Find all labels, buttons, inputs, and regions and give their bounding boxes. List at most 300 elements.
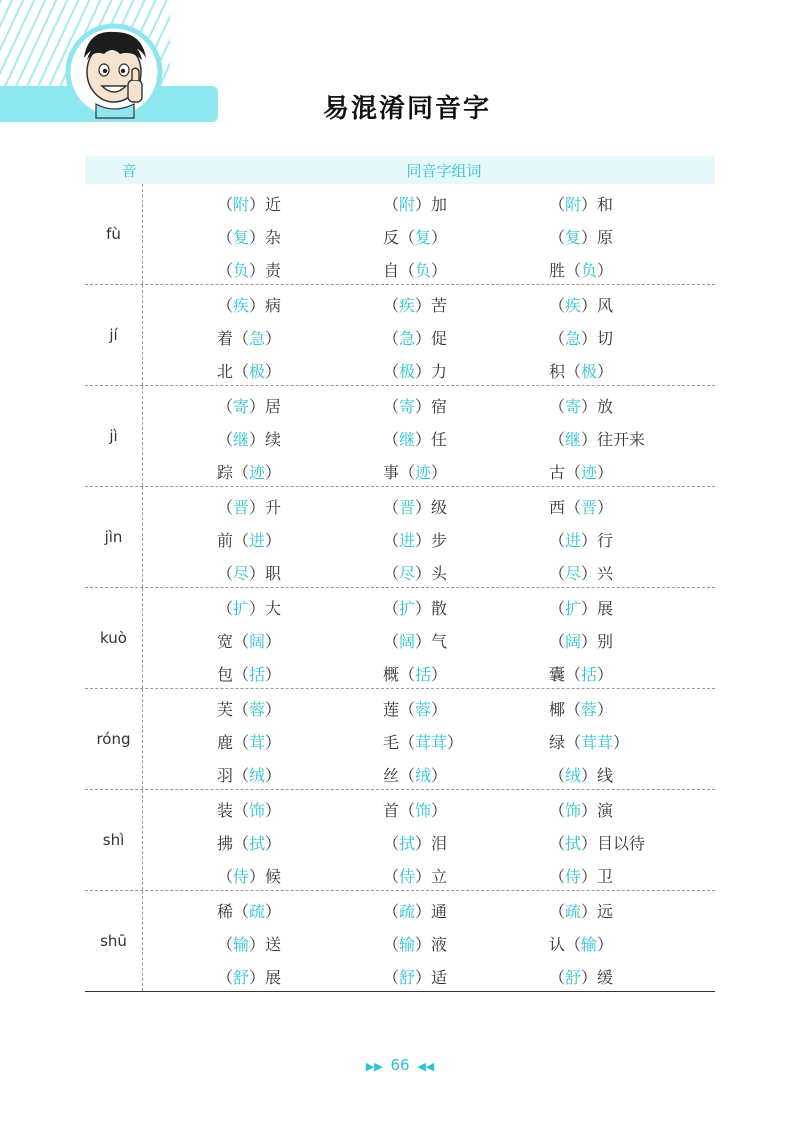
- homophone-char: 疾: [565, 296, 582, 315]
- homophone-char: 寄: [233, 397, 250, 416]
- word-row: [143, 960, 715, 993]
- word-grid: [143, 790, 715, 890]
- word-cell: [217, 460, 383, 483]
- word-grid: [143, 285, 715, 385]
- word-text: （: [217, 296, 234, 315]
- homophone-char: 输: [399, 935, 416, 954]
- word-cell: [383, 192, 549, 215]
- word-cell: [549, 528, 715, 551]
- word-text: ）: [597, 665, 614, 684]
- homophone-char: 复: [415, 228, 432, 247]
- header-words: 同音字组词: [406, 161, 482, 180]
- word-text: ）级: [415, 498, 448, 517]
- word-cell: [549, 730, 715, 753]
- homophone-char: 极: [249, 362, 266, 381]
- word-cell: [383, 225, 549, 248]
- word-text: ）演: [581, 801, 614, 820]
- word-text: ）: [613, 733, 630, 752]
- homophone-char: 侍: [399, 867, 416, 886]
- table-row: [85, 184, 715, 285]
- word-cell: [383, 697, 549, 720]
- word-text: （: [383, 296, 400, 315]
- table-header: [85, 156, 715, 184]
- word-text: （: [549, 228, 566, 247]
- pinyin-cell: jì: [85, 386, 143, 486]
- pinyin-cell: róng: [85, 689, 143, 789]
- word-cell: [383, 763, 549, 786]
- word-cell: [383, 427, 549, 450]
- word-row: [143, 220, 715, 253]
- homophone-char: 附: [399, 195, 416, 214]
- word-cell: [383, 359, 549, 382]
- word-cell: [217, 730, 383, 753]
- homophone-char: 负: [415, 261, 432, 280]
- word-text: ）送: [249, 935, 282, 954]
- word-cell: [549, 359, 715, 382]
- word-row: [143, 455, 715, 488]
- word-text: ）线: [581, 766, 614, 785]
- homophone-char: 舒: [399, 968, 416, 987]
- word-text: （: [549, 632, 566, 651]
- word-text: （: [383, 362, 400, 381]
- word-cell: [549, 662, 715, 685]
- homophone-char: 复: [565, 228, 582, 247]
- word-text: 着（: [217, 329, 250, 348]
- word-text: （: [217, 397, 234, 416]
- word-row: [143, 253, 715, 286]
- word-row: [143, 758, 715, 791]
- word-cell: [217, 192, 383, 215]
- table-row: [85, 285, 715, 386]
- homophone-char: 蓉: [581, 700, 598, 719]
- word-cell: [383, 899, 549, 922]
- word-text: ）和: [581, 195, 614, 214]
- word-row: [143, 859, 715, 892]
- word-text: 拂（: [217, 834, 250, 853]
- word-text: （: [383, 902, 400, 921]
- word-text: ）远: [581, 902, 614, 921]
- homophone-char: 继: [233, 430, 250, 449]
- pinyin-cell: shū: [85, 891, 143, 991]
- word-text: ）大: [249, 599, 282, 618]
- word-row: [143, 523, 715, 556]
- word-text: 首（: [383, 801, 416, 820]
- pinyin-cell: shì: [85, 790, 143, 890]
- homophone-char: 进: [399, 531, 416, 550]
- homophone-char: 蓉: [415, 700, 432, 719]
- word-text: 莲（: [383, 700, 416, 719]
- word-cell: [549, 932, 715, 955]
- word-cell: [217, 495, 383, 518]
- word-row: [143, 793, 715, 826]
- word-row: [143, 624, 715, 657]
- homophone-char: 阔: [249, 632, 266, 651]
- word-text: （: [217, 968, 234, 987]
- word-text: ）: [597, 261, 614, 280]
- word-cell: [383, 326, 549, 349]
- word-text: 宽（: [217, 632, 250, 651]
- word-cell: [217, 763, 383, 786]
- homophone-char: 迹: [581, 463, 598, 482]
- word-text: （: [217, 564, 234, 583]
- homophone-char: 疾: [399, 296, 416, 315]
- word-text: ）: [431, 766, 448, 785]
- homophone-char: 拭: [249, 834, 266, 853]
- homophone-char: 寄: [399, 397, 416, 416]
- homophone-char: 附: [565, 195, 582, 214]
- word-text: ）: [431, 700, 448, 719]
- homophone-char: 扩: [233, 599, 250, 618]
- homophone-char: 绒: [249, 766, 266, 785]
- word-cell: [549, 629, 715, 652]
- word-text: （: [383, 935, 400, 954]
- pinyin-cell: jí: [85, 285, 143, 385]
- page-title: 易混淆同音字: [322, 94, 491, 124]
- word-row: [143, 490, 715, 523]
- table-row: [85, 588, 715, 689]
- word-text: （: [217, 599, 234, 618]
- word-text: ）促: [415, 329, 448, 348]
- header-yin: 音: [121, 161, 137, 180]
- homophone-char: 茸茸: [581, 733, 614, 752]
- homophone-char: 输: [581, 935, 598, 954]
- word-text: ）放: [581, 397, 614, 416]
- word-text: （: [217, 195, 234, 214]
- table-row: [85, 790, 715, 891]
- word-cell: [217, 662, 383, 685]
- word-text: ）: [265, 733, 282, 752]
- homophone-char: 迹: [415, 463, 432, 482]
- word-cell: [549, 831, 715, 854]
- table-row: [85, 689, 715, 790]
- homophone-char: 进: [565, 531, 582, 550]
- word-cell: [217, 561, 383, 584]
- homophone-char: 复: [233, 228, 250, 247]
- word-text: ）候: [249, 867, 282, 886]
- word-cell: [383, 864, 549, 887]
- word-text: （: [549, 834, 566, 853]
- word-grid: [143, 487, 715, 587]
- homophone-char: 晋: [581, 498, 598, 517]
- word-text: ）任: [415, 430, 448, 449]
- homophone-char: 括: [415, 665, 432, 684]
- word-cell: [217, 864, 383, 887]
- word-text: ）展: [581, 599, 614, 618]
- word-text: ）通: [415, 902, 448, 921]
- word-cell: [383, 932, 549, 955]
- word-row: [143, 187, 715, 220]
- word-text: ）往开来: [581, 430, 646, 449]
- word-text: （: [549, 430, 566, 449]
- word-text: 北（: [217, 362, 250, 381]
- word-cell: [383, 460, 549, 483]
- homophone-char: 饰: [415, 801, 432, 820]
- word-text: 毛（: [383, 733, 416, 752]
- word-text: ）: [265, 766, 282, 785]
- homophone-char: 饰: [565, 801, 582, 820]
- word-text: ）: [431, 665, 448, 684]
- homophone-char: 负: [581, 261, 598, 280]
- word-cell: [549, 326, 715, 349]
- word-text: ）风: [581, 296, 614, 315]
- word-text: （: [383, 834, 400, 853]
- word-text: （: [383, 968, 400, 987]
- word-text: （: [549, 195, 566, 214]
- word-cell: [217, 394, 383, 417]
- word-text: （: [217, 228, 234, 247]
- homophone-char: 输: [233, 935, 250, 954]
- word-text: （: [383, 632, 400, 651]
- word-row: [143, 692, 715, 725]
- homophone-char: 极: [399, 362, 416, 381]
- homophone-char: 负: [233, 261, 250, 280]
- homophone-char: 舒: [565, 968, 582, 987]
- word-text: （: [217, 498, 234, 517]
- word-text: ）立: [415, 867, 448, 886]
- word-text: ）: [447, 733, 464, 752]
- homophone-char: 尽: [399, 564, 416, 583]
- word-text: （: [217, 261, 234, 280]
- word-cell: [217, 326, 383, 349]
- word-text: ）步: [415, 531, 448, 550]
- word-text: （: [549, 397, 566, 416]
- word-text: （: [549, 801, 566, 820]
- word-text: （: [217, 867, 234, 886]
- homophone-char: 括: [249, 665, 266, 684]
- word-cell: [217, 697, 383, 720]
- word-text: ）: [265, 700, 282, 719]
- word-cell: [549, 697, 715, 720]
- homophone-char: 迹: [249, 463, 266, 482]
- word-text: ）: [265, 632, 282, 651]
- pinyin-cell: fù: [85, 184, 143, 284]
- word-text: ）卫: [581, 867, 614, 886]
- homophone-char: 拭: [399, 834, 416, 853]
- word-text: ）液: [415, 935, 448, 954]
- word-text: 绿（: [549, 733, 582, 752]
- word-text: ）适: [415, 968, 448, 987]
- word-cell: [383, 495, 549, 518]
- homophone-char: 茸: [249, 733, 266, 752]
- word-text: ）苦: [415, 296, 448, 315]
- word-text: （: [549, 867, 566, 886]
- word-text: ）宿: [415, 397, 448, 416]
- word-text: ）: [431, 801, 448, 820]
- word-text: 稀（: [217, 902, 250, 921]
- word-cell: [217, 528, 383, 551]
- word-text: ）加: [415, 195, 448, 214]
- word-text: ）责: [249, 261, 282, 280]
- homophone-char: 扩: [399, 599, 416, 618]
- word-text: ）展: [249, 968, 282, 987]
- word-text: 羽（: [217, 766, 250, 785]
- homophone-char: 扩: [565, 599, 582, 618]
- word-cell: [217, 831, 383, 854]
- word-text: （: [383, 430, 400, 449]
- word-text: （: [383, 498, 400, 517]
- word-text: （: [549, 531, 566, 550]
- word-cell: [549, 192, 715, 215]
- word-text: （: [383, 195, 400, 214]
- table-body: [85, 184, 715, 992]
- homophone-char: 晋: [399, 498, 416, 517]
- word-text: ）切: [581, 329, 614, 348]
- word-text: （: [383, 867, 400, 886]
- word-text: ）: [597, 463, 614, 482]
- word-text: 丝（: [383, 766, 416, 785]
- word-text: 囊（: [549, 665, 582, 684]
- word-text: （: [383, 329, 400, 348]
- word-cell: [217, 427, 383, 450]
- homophone-char: 绒: [565, 766, 582, 785]
- word-text: ）行: [581, 531, 614, 550]
- homophone-char: 疏: [565, 902, 582, 921]
- word-cell: [217, 596, 383, 619]
- homophone-char: 急: [249, 329, 266, 348]
- word-text: ）气: [415, 632, 448, 651]
- word-text: ）: [597, 935, 614, 954]
- word-cell: [217, 965, 383, 988]
- word-text: 包（: [217, 665, 250, 684]
- word-cell: [217, 798, 383, 821]
- homophone-char: 尽: [233, 564, 250, 583]
- word-text: ）: [431, 228, 448, 247]
- word-cell: [217, 359, 383, 382]
- word-cell: [217, 899, 383, 922]
- word-text: 事（: [383, 463, 416, 482]
- word-text: ）: [597, 700, 614, 719]
- word-cell: [383, 662, 549, 685]
- word-text: 概（: [383, 665, 416, 684]
- word-text: ）泪: [415, 834, 448, 853]
- word-cell: [549, 899, 715, 922]
- homophone-char: 侍: [233, 867, 250, 886]
- word-text: ）目以待: [581, 834, 646, 853]
- homophone-char: 阔: [399, 632, 416, 651]
- word-text: ）续: [249, 430, 282, 449]
- double-arrow-left-icon: ◀◀: [417, 1060, 435, 1073]
- word-text: ）头: [415, 564, 448, 583]
- word-cell: [383, 798, 549, 821]
- homophone-char: 拭: [565, 834, 582, 853]
- word-text: ）: [265, 801, 282, 820]
- word-cell: [217, 629, 383, 652]
- homophone-char: 饰: [249, 801, 266, 820]
- word-row: [143, 288, 715, 321]
- word-cell: [549, 427, 715, 450]
- word-row: [143, 591, 715, 624]
- word-text: 积（: [549, 362, 582, 381]
- homophone-char: 急: [399, 329, 416, 348]
- word-text: （: [549, 296, 566, 315]
- table-row: [85, 386, 715, 487]
- word-cell: [383, 629, 549, 652]
- word-text: （: [383, 564, 400, 583]
- word-text: 椰（: [549, 700, 582, 719]
- word-text: （: [549, 902, 566, 921]
- homophone-char: 阔: [565, 632, 582, 651]
- word-text: （: [217, 935, 234, 954]
- word-cell: [549, 561, 715, 584]
- word-cell: [383, 293, 549, 316]
- word-text: 自（: [383, 261, 416, 280]
- word-grid: [143, 689, 715, 789]
- word-text: ）: [265, 329, 282, 348]
- word-text: （: [383, 599, 400, 618]
- word-row: [143, 826, 715, 859]
- word-text: 西（: [549, 498, 582, 517]
- word-cell: [383, 831, 549, 854]
- word-text: （: [217, 430, 234, 449]
- word-text: 胜（: [549, 261, 582, 280]
- homophone-char: 继: [565, 430, 582, 449]
- homophone-char: 疏: [399, 902, 416, 921]
- pinyin-cell: jìn: [85, 487, 143, 587]
- word-text: ）: [431, 261, 448, 280]
- table-row: [85, 891, 715, 992]
- word-cell: [383, 561, 549, 584]
- word-cell: [383, 730, 549, 753]
- homophone-char: 疾: [233, 296, 250, 315]
- word-text: ）: [265, 665, 282, 684]
- word-row: [143, 389, 715, 422]
- pinyin-cell: kuò: [85, 588, 143, 688]
- word-cell: [383, 394, 549, 417]
- word-cell: [549, 258, 715, 281]
- homophone-char: 极: [581, 362, 598, 381]
- word-row: [143, 422, 715, 455]
- homophone-char: 疏: [249, 902, 266, 921]
- word-text: （: [383, 397, 400, 416]
- word-grid: [143, 588, 715, 688]
- word-text: 反（: [383, 228, 416, 247]
- table-row: [85, 487, 715, 588]
- word-text: ）: [265, 531, 282, 550]
- word-text: 鹿（: [217, 733, 250, 752]
- page-footer: [0, 1056, 800, 1074]
- word-cell: [217, 293, 383, 316]
- word-text: （: [549, 564, 566, 583]
- word-cell: [383, 528, 549, 551]
- homophone-char: 舒: [233, 968, 250, 987]
- word-text: 踪（: [217, 463, 250, 482]
- word-text: ）: [431, 463, 448, 482]
- word-cell: [549, 293, 715, 316]
- word-row: [143, 894, 715, 927]
- word-cell: [383, 258, 549, 281]
- word-cell: [383, 965, 549, 988]
- word-text: ）: [265, 463, 282, 482]
- word-text: ）力: [415, 362, 448, 381]
- word-text: ）缓: [581, 968, 614, 987]
- word-row: [143, 354, 715, 387]
- word-grid: [143, 184, 715, 284]
- word-row: [143, 657, 715, 690]
- word-text: （: [383, 531, 400, 550]
- word-text: 装（: [217, 801, 250, 820]
- word-row: [143, 927, 715, 960]
- word-text: ）杂: [249, 228, 282, 247]
- word-cell: [549, 965, 715, 988]
- word-cell: [549, 495, 715, 518]
- homophone-char: 附: [233, 195, 250, 214]
- word-cell: [383, 596, 549, 619]
- homophone-char: 进: [249, 531, 266, 550]
- word-text: （: [549, 766, 566, 785]
- word-text: ）病: [249, 296, 282, 315]
- homophone-char: 括: [581, 665, 598, 684]
- homophone-char: 急: [565, 329, 582, 348]
